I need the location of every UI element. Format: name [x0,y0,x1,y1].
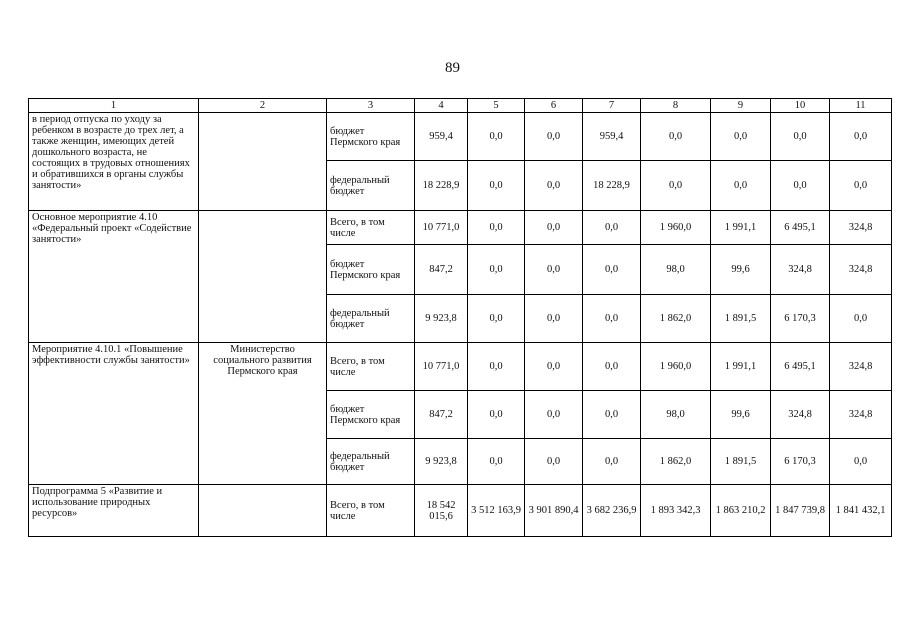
activity-name-cell: Основное мероприятие 4.10 «Федеральный проект «Содействие занятости» [29,211,199,343]
value-cell: 0,0 [525,245,583,295]
value-cell: 1 991,1 [711,343,771,391]
activity-name-cell: в период отпуска по уходу за ребенком в возрасте до трех лет, а также женщин, имеющих детей дошкольного возраста, не состоящих в трудовых отношениях и обратившихся в органы службы занятости» [29,113,199,211]
header-cell: 11 [830,99,892,113]
funding-source-cell: Всего, в том числе [327,343,415,391]
value-cell: 0,0 [525,161,583,211]
header-cell: 1 [29,99,199,113]
value-cell: 6 495,1 [771,211,830,245]
value-cell: 1 991,1 [711,211,771,245]
funding-source-cell: бюджет Пермского края [327,113,415,161]
value-cell: 6 170,3 [771,439,830,485]
value-cell: 0,0 [771,161,830,211]
value-cell: 0,0 [525,113,583,161]
value-cell: 1 960,0 [641,343,711,391]
value-cell: 959,4 [415,113,468,161]
value-cell: 0,0 [468,295,525,343]
responsible-cell [199,211,327,343]
value-cell: 0,0 [468,245,525,295]
value-cell: 10 771,0 [415,211,468,245]
value-cell: 0,0 [771,113,830,161]
value-cell: 6 495,1 [771,343,830,391]
value-cell: 0,0 [583,245,641,295]
value-cell: 847,2 [415,245,468,295]
value-cell: 324,8 [830,391,892,439]
value-cell: 1 863 210,2 [711,485,771,537]
header-cell: 8 [641,99,711,113]
funding-source-cell: федеральный бюджет [327,295,415,343]
header-cell: 6 [525,99,583,113]
value-cell: 0,0 [468,439,525,485]
responsible-cell [199,485,327,537]
funding-source-cell: федеральный бюджет [327,439,415,485]
value-cell: 18 228,9 [583,161,641,211]
funding-source-cell: федеральный бюджет [327,161,415,211]
value-cell: 3 512 163,9 [468,485,525,537]
value-cell: 324,8 [830,211,892,245]
header-cell: 5 [468,99,525,113]
value-cell: 324,8 [830,343,892,391]
page-number: 89 [445,60,460,76]
header-cell: 3 [327,99,415,113]
value-cell: 0,0 [468,211,525,245]
value-cell: 1 841 432,1 [830,485,892,537]
value-cell: 0,0 [830,113,892,161]
value-cell: 0,0 [525,295,583,343]
value-cell: 98,0 [641,391,711,439]
value-cell: 324,8 [771,391,830,439]
value-cell: 0,0 [468,113,525,161]
value-cell: 0,0 [641,113,711,161]
value-cell: 0,0 [525,439,583,485]
value-cell: 0,0 [583,439,641,485]
activity-name-cell: Подпрограмма 5 «Развитие и использование природных ресурсов» [29,485,199,537]
value-cell: 0,0 [830,295,892,343]
funding-source-cell: Всего, в том числе [327,211,415,245]
funding-source-cell: бюджет Пермского края [327,391,415,439]
table-row [29,211,892,245]
value-cell: 0,0 [583,391,641,439]
value-cell: 0,0 [583,343,641,391]
value-cell: 6 170,3 [771,295,830,343]
value-cell: 959,4 [583,113,641,161]
value-cell: 0,0 [525,343,583,391]
table-row [29,485,892,537]
value-cell: 1 891,5 [711,439,771,485]
value-cell: 0,0 [468,391,525,439]
value-cell: 18 542 015,6 [415,485,468,537]
header-row [29,99,892,113]
header-cell: 7 [583,99,641,113]
value-cell: 1 891,5 [711,295,771,343]
value-cell: 0,0 [468,343,525,391]
header-cell: 10 [771,99,830,113]
value-cell: 18 228,9 [415,161,468,211]
value-cell: 10 771,0 [415,343,468,391]
value-cell: 324,8 [771,245,830,295]
value-cell: 98,0 [641,245,711,295]
funding-source-cell: Всего, в том числе [327,485,415,537]
table-row [29,343,892,391]
value-cell: 1 960,0 [641,211,711,245]
header-cell: 2 [199,99,327,113]
value-cell: 99,6 [711,245,771,295]
value-cell: 99,6 [711,391,771,439]
value-cell: 1 862,0 [641,439,711,485]
value-cell: 0,0 [711,161,771,211]
value-cell: 3 901 890,4 [525,485,583,537]
value-cell: 9 923,8 [415,295,468,343]
value-cell: 0,0 [525,391,583,439]
header-cell: 4 [415,99,468,113]
value-cell: 324,8 [830,245,892,295]
activity-name-cell: Мероприятие 4.10.1 «Повышение эффективности службы занятости» [29,343,199,485]
funding-source-cell: бюджет Пермского края [327,245,415,295]
value-cell: 0,0 [583,295,641,343]
value-cell: 3 682 236,9 [583,485,641,537]
header-cell: 9 [711,99,771,113]
value-cell: 1 847 739,8 [771,485,830,537]
value-cell: 0,0 [525,211,583,245]
value-cell: 9 923,8 [415,439,468,485]
value-cell: 0,0 [583,211,641,245]
value-cell: 0,0 [641,161,711,211]
value-cell: 847,2 [415,391,468,439]
responsible-cell [199,113,327,211]
table-row [29,113,892,161]
budget-table [28,98,892,537]
responsible-cell: Министерство социального развития Пермского края [199,343,327,485]
value-cell: 0,0 [468,161,525,211]
value-cell: 1 893 342,3 [641,485,711,537]
value-cell: 0,0 [711,113,771,161]
value-cell: 0,0 [830,161,892,211]
value-cell: 0,0 [830,439,892,485]
value-cell: 1 862,0 [641,295,711,343]
